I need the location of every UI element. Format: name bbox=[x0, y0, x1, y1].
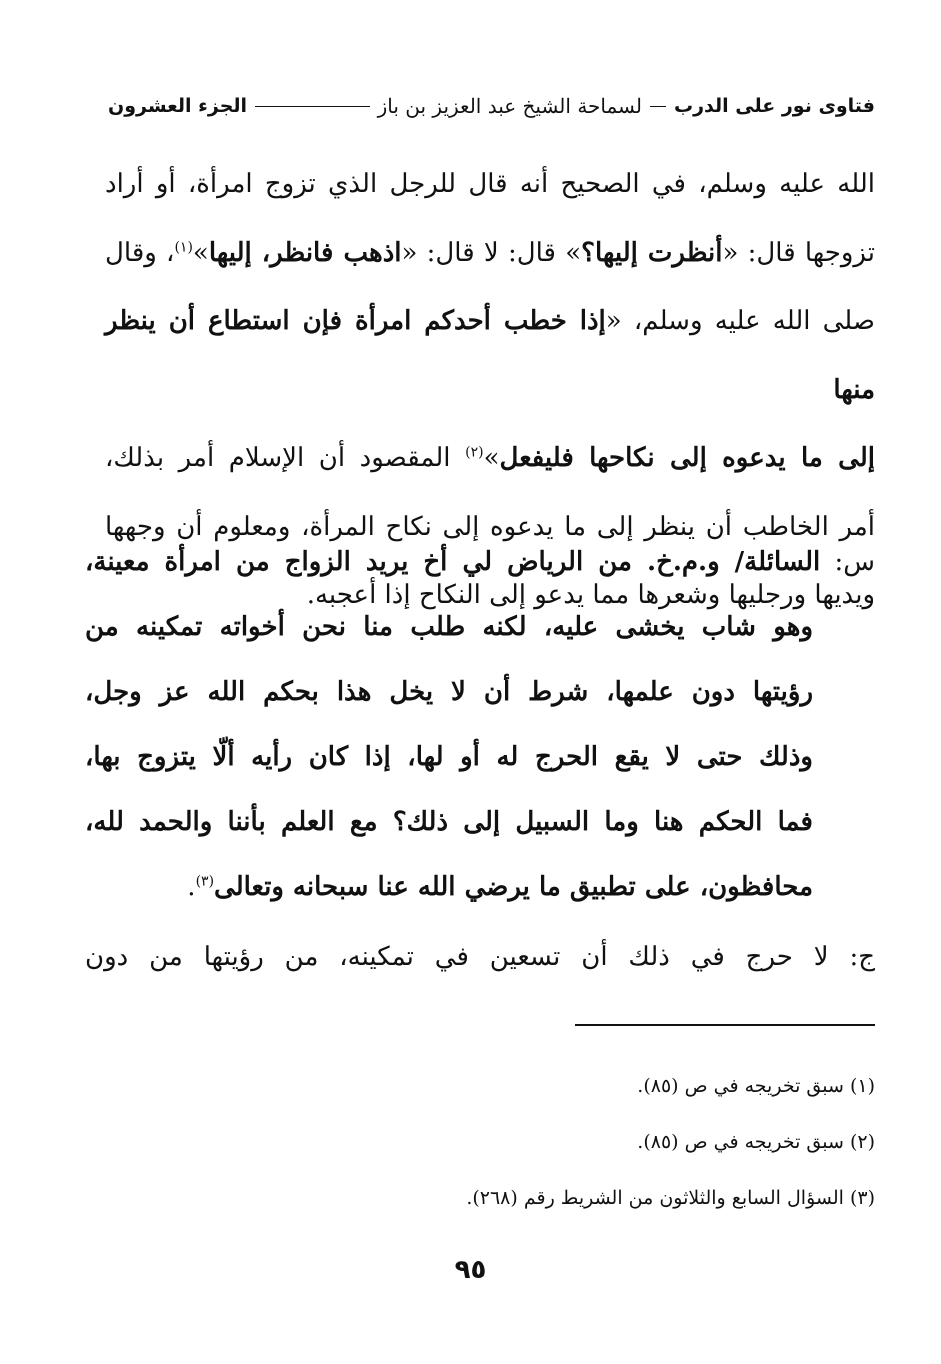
author-name: لسماحة الشيخ عبد العزيز بن باز bbox=[377, 94, 642, 118]
question-line: س: السائلة/ و.م.خ. من الرياض لي أخ يريد الزواج من امرأة معينة، bbox=[85, 547, 876, 577]
footnote-ref[interactable]: (٣) bbox=[195, 873, 215, 890]
question-block bbox=[85, 530, 875, 920]
text-line: ويديها ورجليها وشعرها مما يدعو إلى النكاح إذا أعجبه. bbox=[306, 580, 875, 610]
question-marker: س: bbox=[820, 547, 876, 577]
answer-block bbox=[85, 925, 875, 990]
header-rule bbox=[255, 106, 370, 107]
text-line: صلى الله عليه وسلم، «إذا خطب أحدكم امرأة فإن استطاع أن ينظر منها bbox=[105, 306, 875, 405]
text-line: أمر الخاطب أن ينظر إلى ما يدعوه إلى نكاح المرأة، ومعلوم أن وجهها bbox=[105, 511, 875, 542]
text-line: الله عليه وسلم، في الصحيح أنه قال للرجل الذي تزوج امرأة، أو أراد bbox=[105, 169, 875, 199]
book-title: فتاوى نور على الدرب bbox=[674, 95, 875, 117]
text-line: تزوجها قال: «أنظرت إليها؟» قال: لا قال: «اذهب فانظر، إليها»$^{(١)}$، وقال bbox=[105, 237, 876, 268]
footnotes bbox=[175, 1058, 875, 1226]
hadith-quote: أنظرت إليها؟ bbox=[581, 237, 723, 268]
hadith-quote: إذا خطب أحدكم امرأة فإن استطاع أن ينظر منها bbox=[105, 306, 875, 405]
hadith-quote: اذهب فانظر، إليها bbox=[208, 237, 402, 268]
hadith-quote: إلى ما يدعوه إلى نكاحها فليفعل bbox=[499, 443, 875, 473]
footnote-separator bbox=[575, 1024, 875, 1026]
question-line: فما الحكم هنا وما السبيل إلى ذلك؟ مع العلم بأننا والحمد لله، bbox=[85, 807, 813, 837]
question-line: محافظون، على تطبيق ما يرضي الله عنا سبحانه وتعالى$^{(٣)}$. bbox=[187, 872, 813, 902]
header-dash bbox=[650, 106, 666, 107]
footnote-ref[interactable]: (٢) bbox=[465, 444, 484, 461]
footnote: (٢) سبق تخريجه في ص (٨٥). bbox=[637, 1131, 875, 1153]
question-line: رؤيتها دون علمها، شرط أن لا يخل هذا بحكم الله عز وجل، bbox=[85, 677, 813, 707]
footnote-ref[interactable]: (١) bbox=[174, 238, 193, 255]
footnote: (٣) السؤال السابع والثلاثون من الشريط رقم (٢٦٨). bbox=[466, 1187, 875, 1209]
page-number: ٩٥ bbox=[454, 1255, 487, 1285]
running-header bbox=[108, 86, 875, 126]
question-line: وهو شاب يخشى عليه، لكنه طلب منا نحن أخواته تمكينه من bbox=[85, 612, 813, 642]
answer-line: ج: لا حرج في ذلك أن تسعين في تمكينه، من رؤيتها من دون bbox=[85, 942, 875, 972]
footnote: (١) سبق تخريجه في ص (٨٥). bbox=[637, 1075, 875, 1097]
part-number: الجزء العشرون bbox=[108, 95, 248, 117]
question-line: وذلك حتى لا يقع الحرج له أو لها، إذا كان رأيه ألّا يتزوج بها، bbox=[85, 742, 813, 772]
text-line: إلى ما يدعوه إلى نكاحها فليفعل»$^{(٢)}$ المقصود أن الإسلام أمر بذلك، bbox=[105, 443, 875, 473]
